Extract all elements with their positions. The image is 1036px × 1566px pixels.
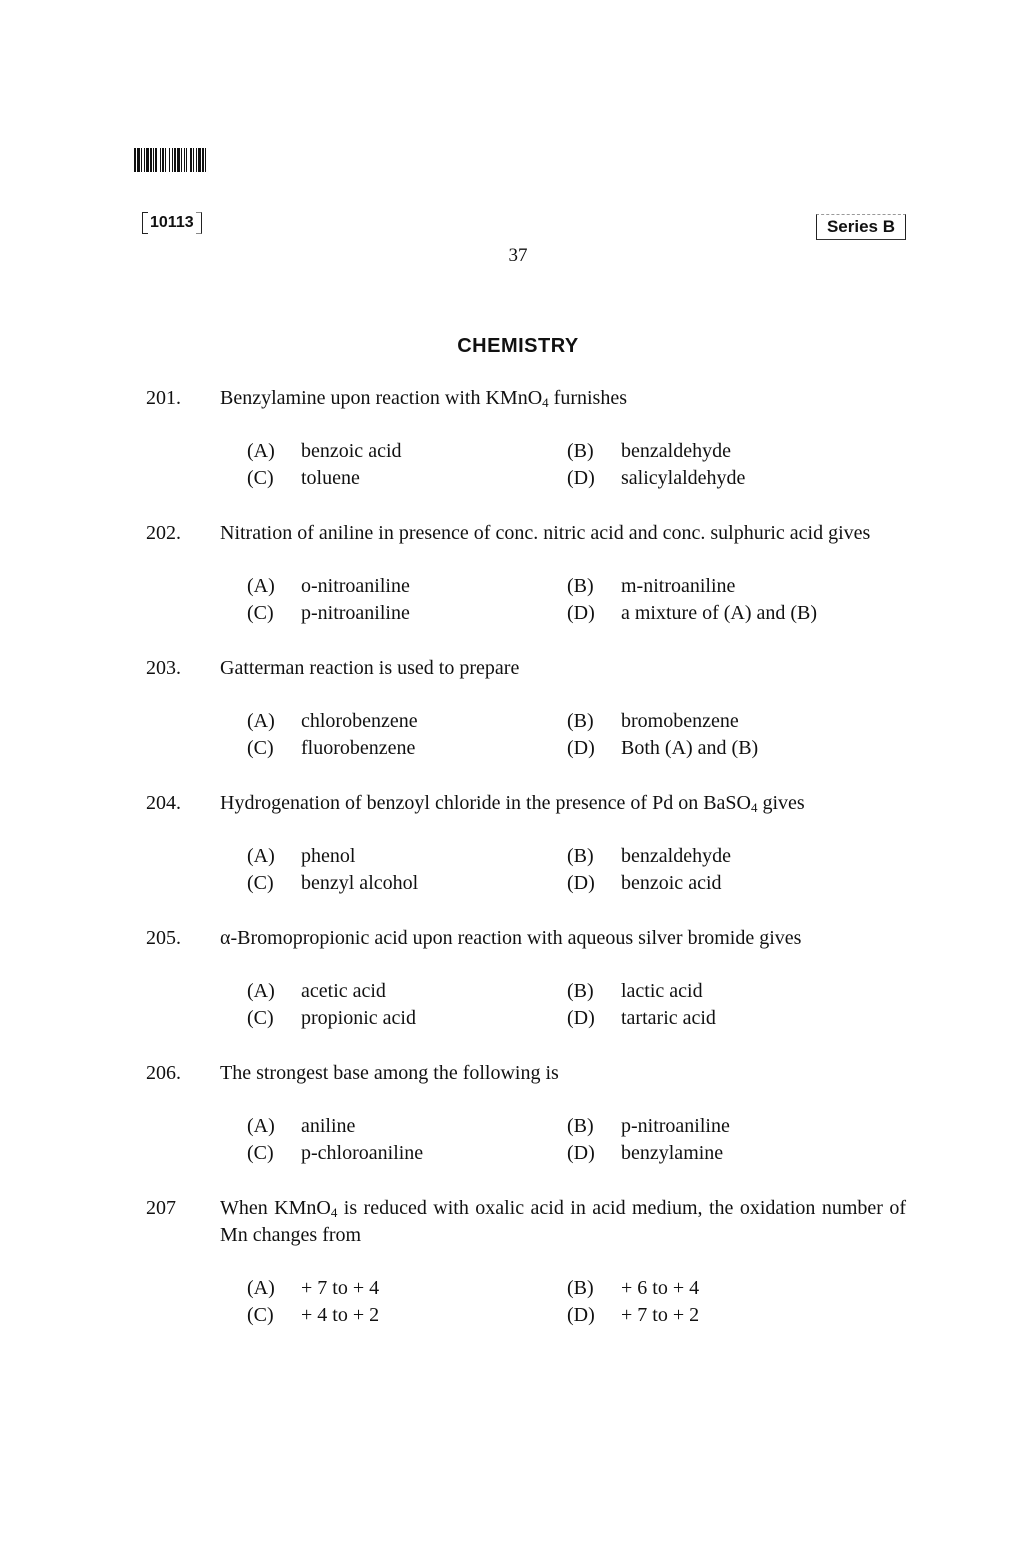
option-b: (B) benzaldehyde <box>567 440 731 462</box>
barcode <box>134 148 296 172</box>
options <box>247 573 906 627</box>
option-c: (C) + 4 to + 2 <box>247 1304 380 1326</box>
options <box>247 1275 906 1329</box>
option-d: (D) a mixture of (A) and (B) <box>567 602 818 624</box>
option-d: (D) salicylaldehyde <box>567 467 746 489</box>
question-text: Hydrogenation of benzoyl chloride in the presence of Pd on BaSO$_4$ gives <box>220 792 805 815</box>
option-d: (D) benzylamine <box>567 1142 724 1164</box>
option-d: (D) tartaric acid <box>567 1007 716 1029</box>
option-c: (C) propionic acid <box>247 1007 416 1029</box>
question <box>146 925 906 1032</box>
option-c: (C) toluene <box>247 467 360 489</box>
option-a: (A) + 7 to + 4 <box>247 1277 380 1299</box>
question-text: Benzylamine upon reaction with KMnO$_4$ furnishes <box>220 387 627 410</box>
question-text: Gatterman reaction is used to prepare <box>220 657 520 679</box>
option-c: (C) benzyl alcohol <box>247 872 419 894</box>
question-text: When KMnO$_4$ is reduced with oxalic acid in acid medium, the oxidation number of Mn changes from <box>220 1197 906 1246</box>
question <box>146 520 906 627</box>
options <box>247 1113 906 1167</box>
options <box>247 708 906 762</box>
option-b: (B) m-nitroaniline <box>567 575 736 597</box>
option-c: (C) fluorobenzene <box>247 737 416 759</box>
option-c: (C) p-nitroaniline <box>247 602 410 624</box>
question-text: The strongest base among the following is <box>220 1062 559 1084</box>
question-number: 202. <box>146 522 181 544</box>
options <box>247 843 906 897</box>
option-d: (D) Both (A) and (B) <box>567 737 759 759</box>
option-b: (B) bromobenzene <box>567 710 739 732</box>
option-b: (B) benzaldehyde <box>567 845 731 867</box>
subject-title: CHEMISTRY <box>457 335 579 357</box>
page-number: 37 <box>508 245 528 266</box>
question-number: 201. <box>146 387 181 409</box>
option-a: (A) acetic acid <box>247 980 386 1002</box>
question-number: 206. <box>146 1062 181 1084</box>
options <box>247 438 906 492</box>
question-text: Nitration of aniline in presence of conc. nitric acid and conc. sulphuric acid gives <box>220 522 871 544</box>
question-number: 204. <box>146 792 181 814</box>
option-c: (C) p-chloroaniline <box>247 1142 424 1164</box>
question-number: 207 <box>146 1197 176 1219</box>
series-label: Series B <box>816 214 906 240</box>
option-a: (A) benzoic acid <box>247 440 402 462</box>
option-b: (B) lactic acid <box>567 980 703 1002</box>
option-b: (B) p-nitroaniline <box>567 1115 730 1137</box>
option-d: (D) benzoic acid <box>567 872 722 894</box>
options <box>247 978 906 1032</box>
option-a: (A) chlorobenzene <box>247 710 418 732</box>
option-a: (A) aniline <box>247 1115 356 1137</box>
question <box>146 1060 906 1167</box>
question-number: 205. <box>146 927 181 949</box>
option-a: (A) phenol <box>247 845 356 867</box>
option-a: (A) o-nitroaniline <box>247 575 410 597</box>
booklet-code: 10113 <box>142 212 202 234</box>
question-list <box>146 385 906 1357</box>
option-d: (D) + 7 to + 2 <box>567 1304 700 1326</box>
question <box>146 385 906 492</box>
question-number: 203. <box>146 657 181 679</box>
question <box>146 655 906 762</box>
question <box>146 1195 906 1329</box>
question-text: α-Bromopropionic acid upon reaction with aqueous silver bromide gives <box>220 927 802 949</box>
question <box>146 790 906 897</box>
option-b: (B) + 6 to + 4 <box>567 1277 700 1299</box>
